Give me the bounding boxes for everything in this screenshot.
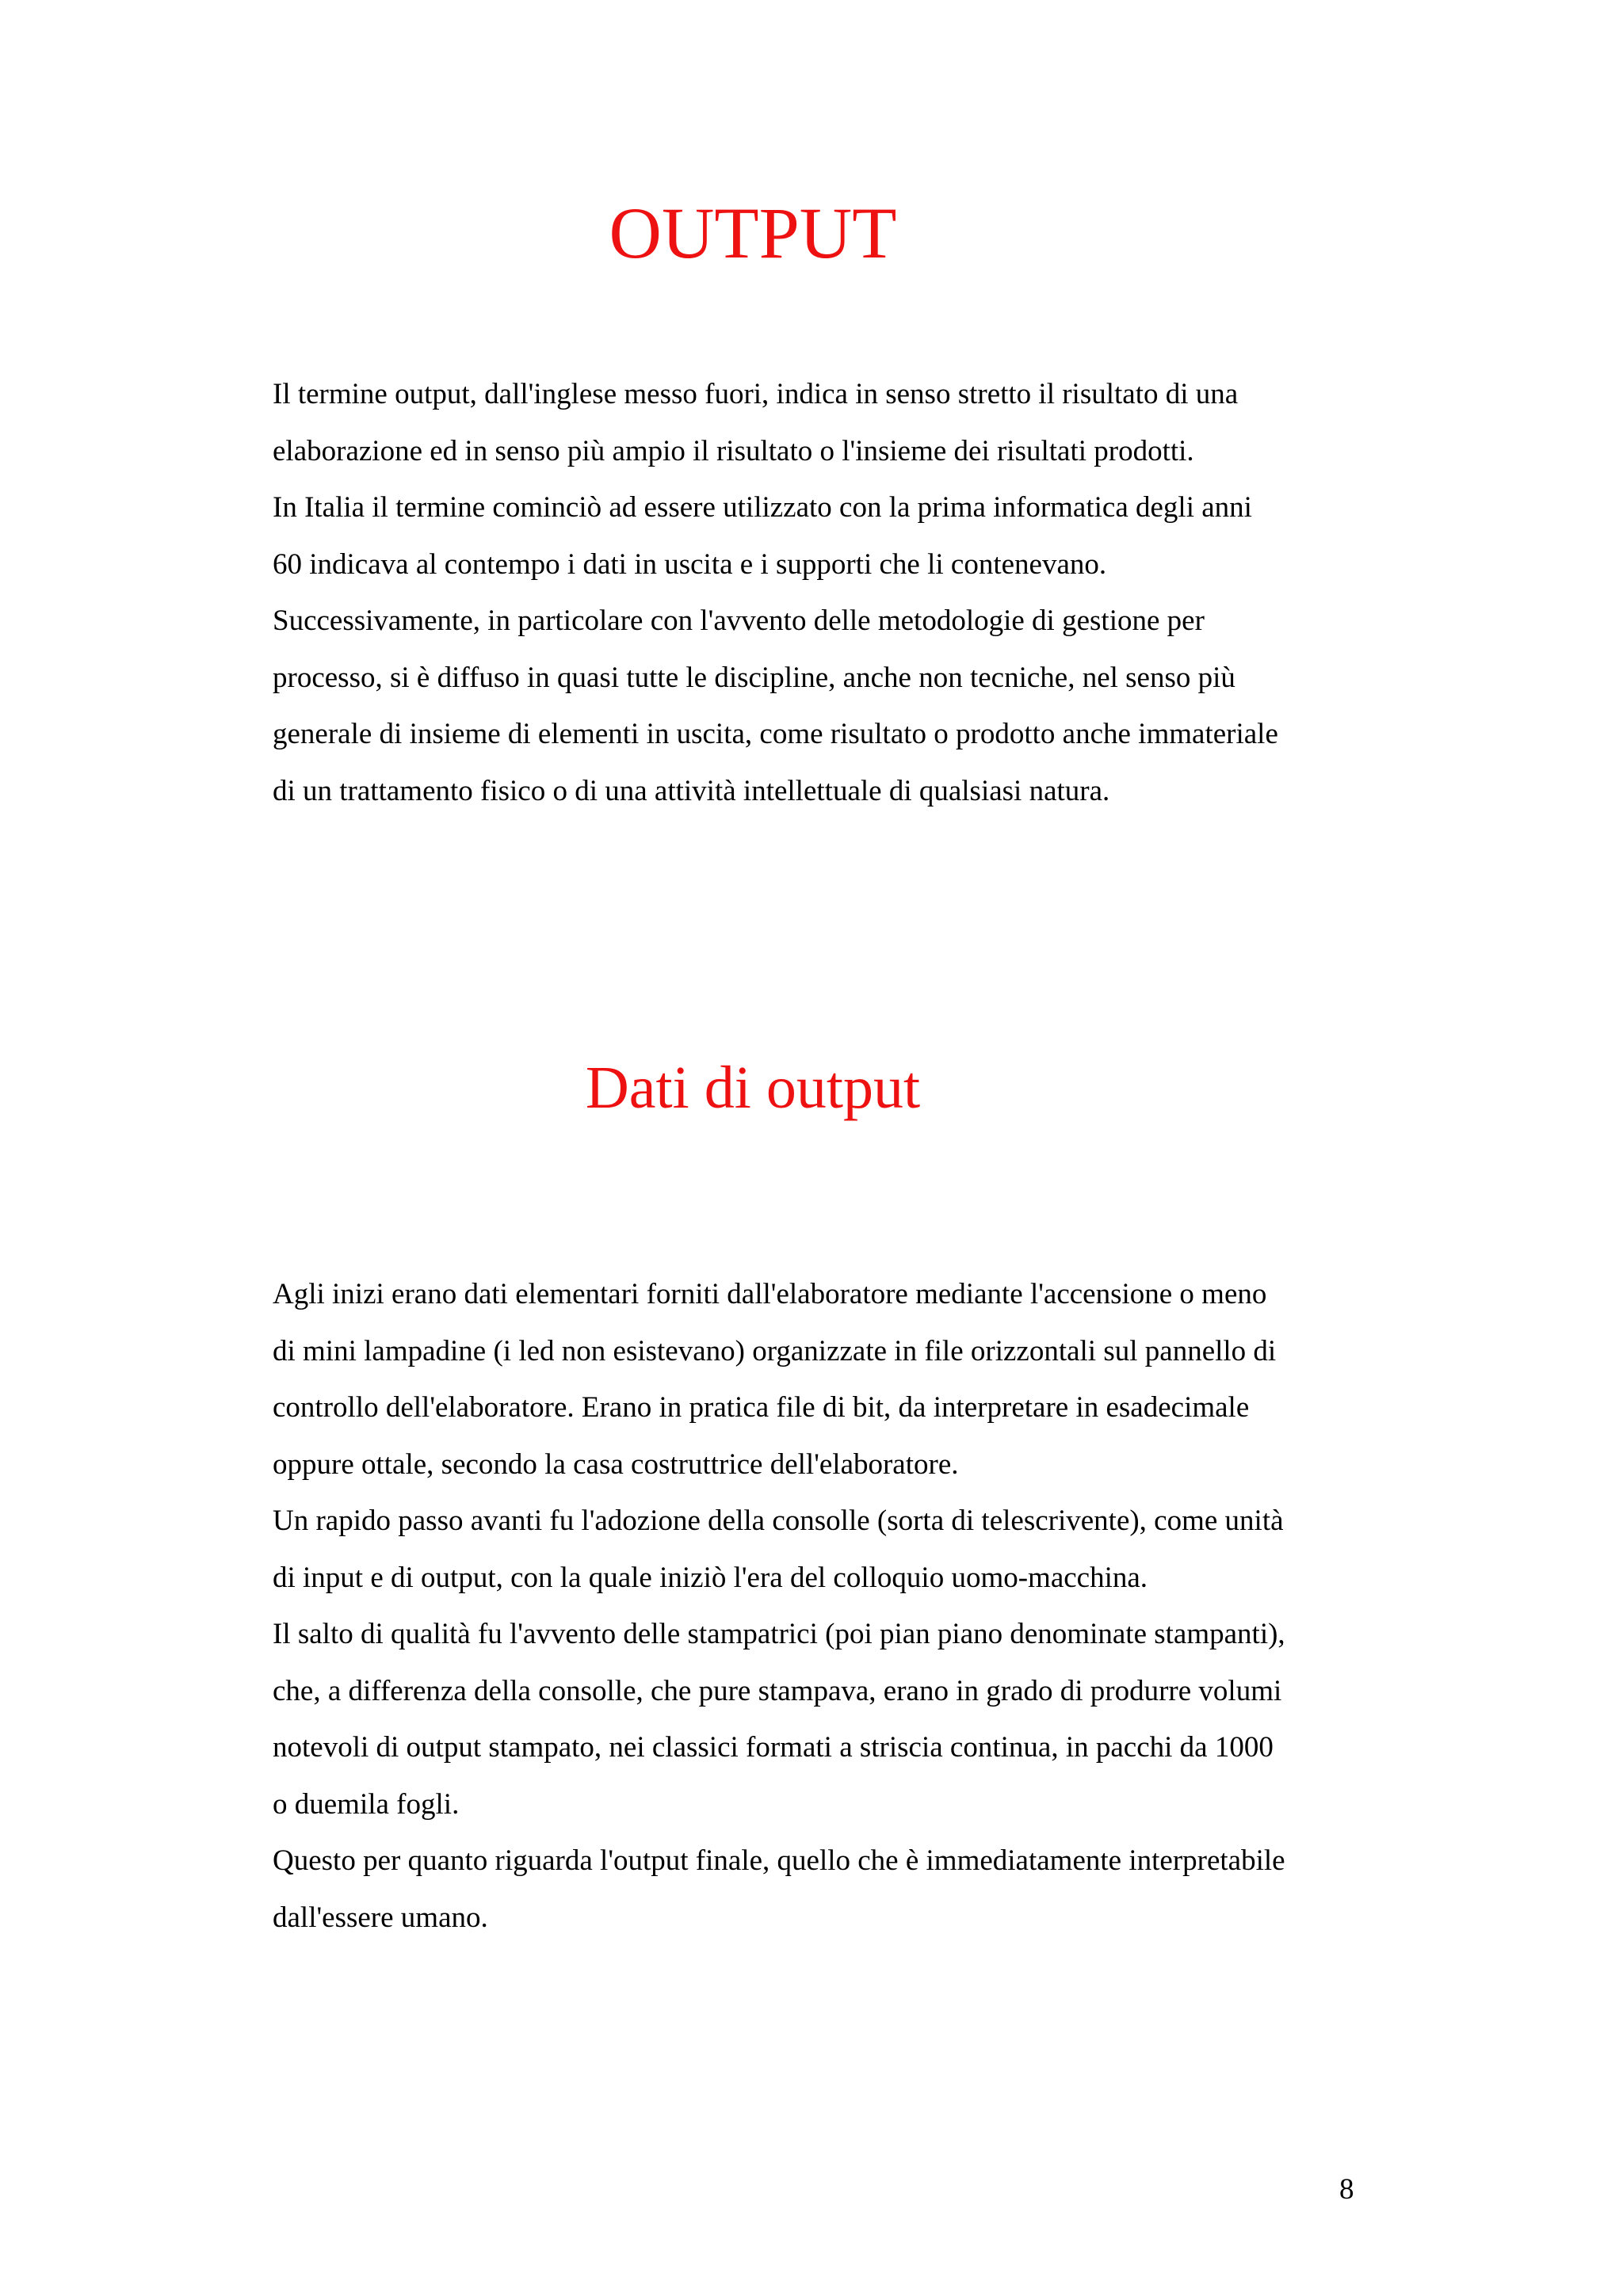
section-dati-body — [273, 1266, 1287, 1946]
paragraph-processes: Successivamente, in particolare con l'avvento delle metodologie di gestione per processo, si è diffuso in quasi tutte le discipline, anche non tecniche, nel senso più generale di insieme di elementi in uscita, come risultato o prodotto anche immateriale di un trattamento fisico o di una attività intellettuale di qualsiasi natura. — [273, 605, 1278, 807]
paragraph-printers: Il salto di qualità fu l'avvento delle stampatrici (poi pian piano denominate stampanti), che, a differenza della consolle, che pure stampava, erano in grado di produrre volumi notevoli di output stampato, nei classici formati a striscia continua, in pacchi da 1000 o duemila fogli. — [273, 1618, 1285, 1821]
page-number: 8 — [1339, 2173, 1354, 2206]
paragraph-italy: In Italia il termine cominciò ad essere utilizzato con la prima informatica degli anni 60 indicava al contempo i dati in uscita e i supporti che li contenevano. — [273, 491, 1252, 581]
heading-dati-di-output: Dati di output — [585, 1055, 921, 1121]
section-output-body — [273, 366, 1287, 819]
heading-output: OUTPUT — [609, 193, 897, 273]
paragraph-consolle: Un rapido passo avanti fu l'adozione della consolle (sorta di telescrivente), come unità di input e di output, con la quale iniziò l'era del colloquio uomo-macchina. — [273, 1505, 1284, 1594]
paragraph-definition: Il termine output, dall'inglese messo fuori, indica in senso stretto il risultato di una elaborazione ed in senso più ampio il risultato o l'insieme dei risultati prodotti. — [273, 378, 1239, 467]
paragraph-lamps: Agli inizi erano dati elementari forniti dall'elaboratore mediante l'accensione o meno di mini lampadine (i led non esistevano) organizzate in file orizzontali sul pannello di controllo dell'elaboratore. Erano in pratica file di bit, da interpretare in esadecimale oppure ottale, secondo la casa costruttrice dell'elaboratore. — [273, 1278, 1277, 1481]
paragraph-final-output: Questo per quanto riguarda l'output finale, quello che è immediatamente interpretabile dall'essere umano. — [273, 1844, 1285, 1934]
